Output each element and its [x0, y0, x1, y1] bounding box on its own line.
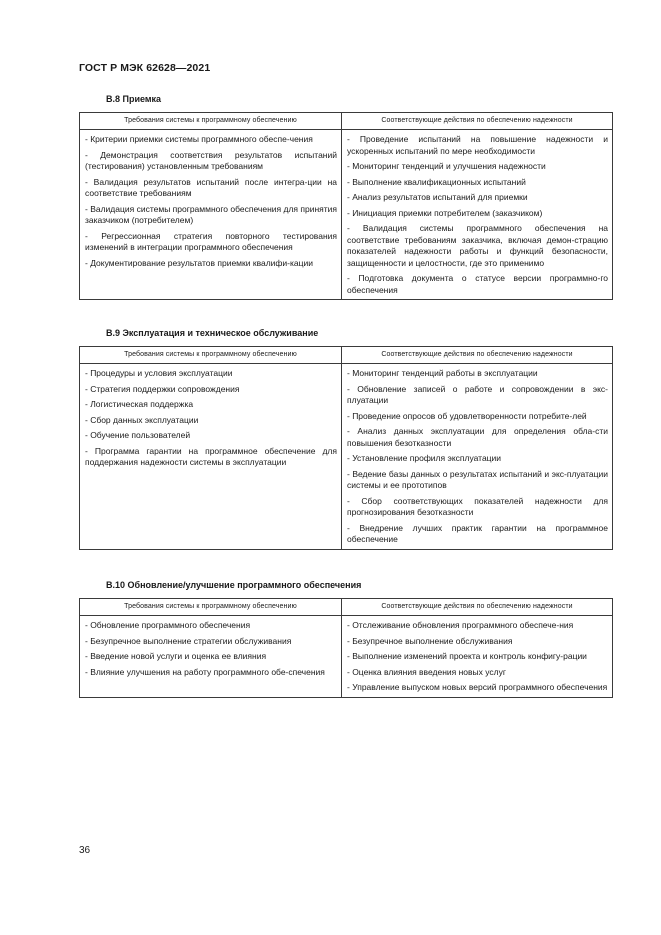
list-item: - Сбор данных эксплуатации — [85, 414, 199, 425]
page-number: 36 — [79, 845, 91, 856]
list-item: - Безупречное выполнение стратегии обслуживания — [85, 635, 292, 646]
column-header-actions: Соответствующие действия по обеспечению надежности — [342, 113, 613, 130]
list-item: - Критерии приемки системы программного обеспе-чения — [85, 134, 313, 144]
requirements-cell — [80, 130, 342, 300]
list-item: - Отслеживание обновления программного обеспече-ния — [347, 620, 574, 630]
column-header-requirements: Требования системы к программному обеспечению — [80, 347, 342, 364]
list-item: - Обновление записей о работе и сопровождении в экс-плуатации — [347, 383, 608, 405]
list-item: - Регрессионная стратегия повторного тестирования изменений в интеграции программного обеспечения — [85, 230, 337, 252]
section-b8 — [79, 93, 612, 300]
list-item: - Выполнение изменений проекта и контроль конфигу-рации — [347, 651, 587, 661]
list-item: - Программа гарантии на программное обеспечение для поддержания надежности системы в эксплуатации — [85, 445, 337, 467]
list-item: - Логистическая поддержка — [85, 399, 194, 409]
section-b9 — [79, 327, 612, 550]
list-item: - Анализ данных эксплуатации для определения обла-сти повышения безотказности — [347, 426, 608, 448]
list-item: - Проведение опросов об удовлетворенности потребите-лей — [347, 410, 587, 421]
list-item: - Стратегия поддержки сопровождения — [85, 383, 240, 394]
list-item: - Обучение пользователей — [85, 430, 191, 440]
list-item: - Валидация результатов испытаний после интегра-ции на соответствие требованиям — [85, 176, 337, 198]
requirements-table — [79, 112, 613, 300]
list-item: - Выполнение квалификационных испытаний — [347, 176, 526, 187]
list-item: - Внедрение лучших практик гарантии на программное обеспечение — [347, 522, 608, 544]
list-item: - Документирование результатов приемки квалифи-кации — [85, 257, 313, 268]
list-item: - Установление профиля эксплуатации — [347, 453, 502, 463]
list-item: - Сбор соответствующих показателей надежности для прогнозирования безотказности — [347, 495, 608, 517]
column-header-actions: Соответствующие действия по обеспечению надежности — [342, 347, 613, 364]
column-header-actions: Соответствующие действия по обеспечению надежности — [342, 599, 613, 616]
actions-cell — [342, 130, 613, 300]
list-item: - Введение новой услуги и оценка ее влияния — [85, 651, 267, 661]
list-item: - Управление выпуском новых версий программного обеспечения — [347, 682, 608, 692]
column-header-requirements: Требования системы к программному обеспечению — [80, 113, 342, 130]
list-item: - Инициация приемки потребителем (заказчиком) — [347, 207, 543, 218]
list-item: - Демонстрация соответствия результатов испытаний (тестирования) установленным требованиям — [85, 149, 337, 171]
list-item: - Проведение испытаний на повышение надежности и ускоренных испытаний по мере необходимости — [347, 134, 608, 156]
list-item: - Анализ результатов испытаний для приемки — [347, 192, 528, 202]
section-b10 — [79, 579, 612, 698]
list-item: - Влияние улучшения на работу программного обе-спечения — [85, 666, 325, 677]
list-item: - Валидация системы программного обеспечения для принятия заказчиком (потребителем) — [85, 203, 337, 225]
requirements-table — [79, 346, 613, 550]
requirements-cell — [80, 616, 342, 698]
requirements-cell — [80, 364, 342, 550]
requirements-table — [79, 598, 613, 698]
column-header-requirements: Требования системы к программному обеспечению — [80, 599, 342, 616]
document-header: ГОСТ Р МЭК 62628—2021 — [79, 62, 211, 74]
list-item: - Мониторинг тенденций работы в эксплуатации — [347, 368, 538, 378]
list-item: - Обновление программного обеспечения — [85, 620, 251, 630]
list-item: - Оценка влияния введения новых услуг — [347, 666, 506, 677]
actions-cell — [342, 616, 613, 698]
list-item: - Мониторинг тенденций и улучшения надежности — [347, 161, 546, 171]
list-item: - Подготовка документа о статусе версии программно-го обеспечения — [347, 273, 608, 295]
section-title: B.9 Эксплуатация и техническое обслуживание — [106, 328, 319, 338]
list-item: - Процедуры и условия эксплуатации — [85, 368, 233, 378]
list-item: - Ведение базы данных о результатах испытаний и экс-плуатации системы и ее прототипов — [347, 468, 608, 490]
actions-cell — [342, 364, 613, 550]
list-item: - Валидация системы программного обеспечения на соответствие требованиям заказчика, включая демон-страцию показателей надежности работы и функций безопасности, защищенности и целостности, где это применимо — [347, 223, 608, 268]
section-title: B.10 Обновление/улучшение программного обеспечения — [106, 580, 362, 590]
section-title: B.8 Приемка — [106, 94, 162, 104]
list-item: - Безупречное выполнение обслуживания — [347, 635, 513, 646]
